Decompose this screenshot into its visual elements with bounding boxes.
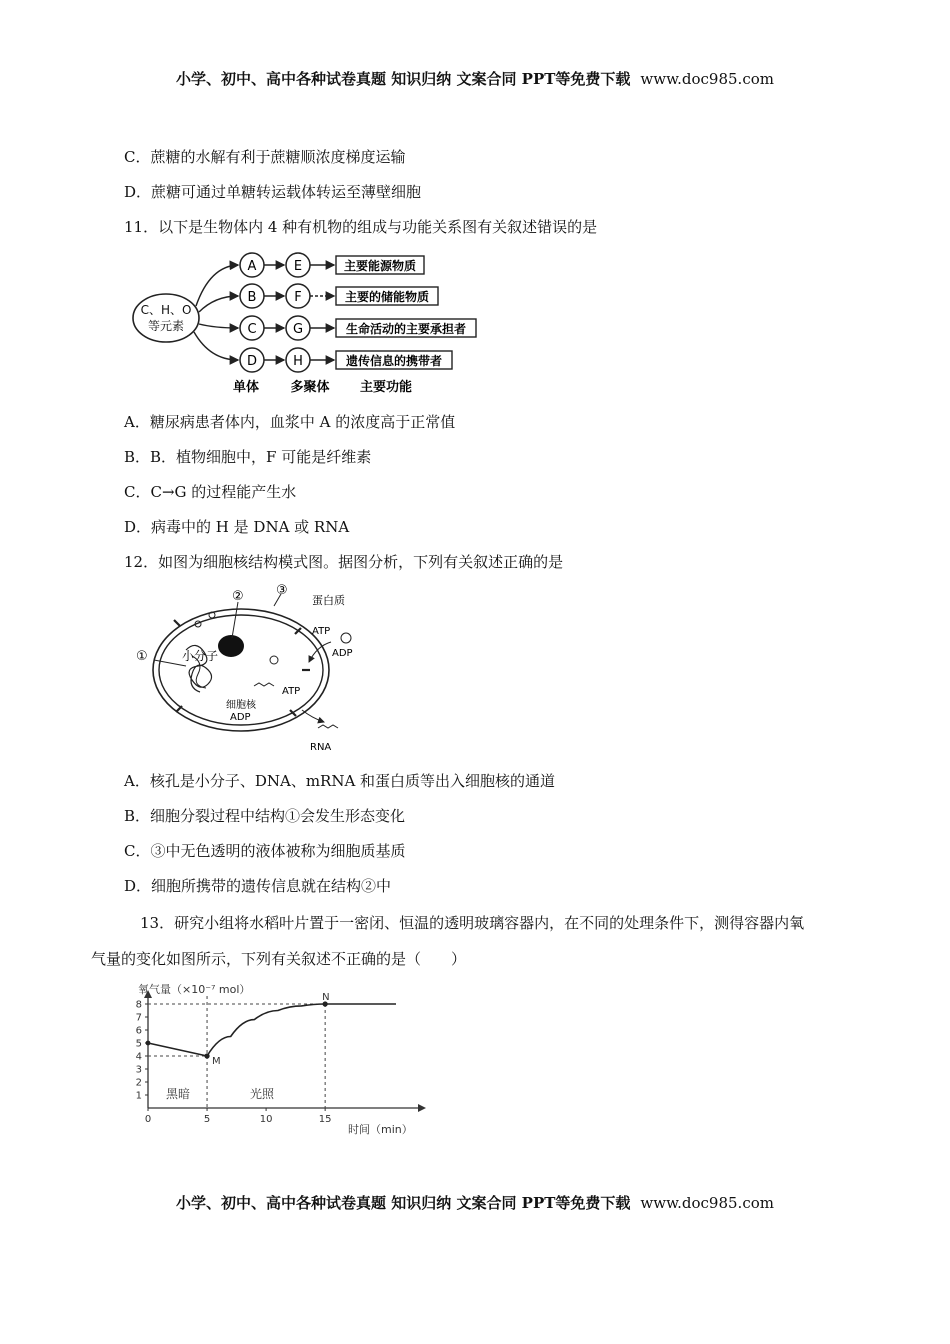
x-axis-label: 时间（min）	[348, 1123, 413, 1136]
protein-label: 蛋白质	[312, 594, 345, 607]
footer-text: 小学、初中、高中各种试卷真题 知识归纳 文案合同 PPT等免费下载	[176, 1194, 631, 1212]
monomer-b: B	[247, 290, 257, 305]
y-tick-label: 1	[135, 1090, 142, 1102]
q13-oxygen-chart	[128, 980, 438, 1140]
q12-option-a: A．核孔是小分子、DNA、mRNA 和蛋白质等出入细胞核的通道	[124, 772, 556, 790]
q12-stem: 12．如图为细胞核结构模式图。据图分析，下列有关叙述正确的是	[124, 553, 564, 571]
region-light: 光照	[250, 1087, 275, 1101]
q11-option-b: B．B．植物细胞中，F 可能是纤维素	[124, 448, 372, 466]
q10-option-c: C．蔗糖的水解有利于蔗糖顺浓度梯度运输	[124, 148, 406, 166]
adp-label-2: ADP	[230, 712, 251, 723]
col-monomer: 单体	[232, 380, 260, 395]
monomer-d: D	[246, 354, 258, 369]
atp-label-2: ATP	[282, 686, 301, 697]
oxygen-curve	[148, 1004, 396, 1056]
header-site: www.doc985.com	[640, 70, 774, 88]
start-point	[146, 1041, 151, 1046]
polymer-h: H	[293, 354, 303, 369]
page-footer	[0, 1192, 950, 1213]
q13-stem-line2: 气量的变化如图所示，下列有关叙述不正确的是（ ）	[91, 950, 467, 968]
label-3: ③	[276, 583, 288, 598]
atp-label-1: ATP	[312, 626, 331, 637]
function-4: 遗传信息的携带者	[345, 354, 443, 368]
header-text: 小学、初中、高中各种试卷真题 知识归纳 文案合同 PPT等免费下载	[176, 70, 631, 88]
y-tick-label: 7	[135, 1012, 142, 1024]
function-3: 生命活动的主要承担者	[345, 322, 467, 336]
col-polymer: 多聚体	[290, 380, 330, 395]
point-n-label: N	[322, 992, 330, 1003]
x-tick-label: 5	[203, 1114, 211, 1125]
y-tick-label: 2	[135, 1077, 142, 1089]
adp-label-1: ADP	[332, 648, 353, 659]
x-tick-label: 10	[259, 1114, 273, 1125]
polymer-f: F	[294, 290, 302, 305]
elements-ellipse	[133, 294, 199, 342]
point-m-label: M	[212, 1056, 221, 1067]
y-axis-label: 氧气量（×10⁻⁷ mol）	[138, 983, 251, 996]
footer-site: www.doc985.com	[640, 1194, 774, 1212]
small-molecule-label: 小分子	[182, 649, 219, 663]
q11-diagram	[130, 248, 490, 400]
x-axis-arrow	[418, 1104, 426, 1112]
q11-stem: 11．以下是生物体内 4 种有机物的组成与功能关系图有关叙述错误的是	[124, 218, 598, 236]
y-tick-label: 3	[135, 1064, 142, 1076]
y-tick-label: 6	[135, 1025, 142, 1037]
point-m	[204, 1053, 209, 1058]
function-1: 主要能源物质	[343, 259, 417, 273]
rna-label: RNA	[310, 742, 332, 753]
polymer-e: E	[293, 259, 303, 274]
y-tick-label: 5	[135, 1038, 142, 1050]
q12-nucleus-diagram	[126, 580, 376, 755]
y-tick-label: 4	[135, 1051, 142, 1063]
page-header	[0, 68, 950, 89]
col-function: 主要功能	[359, 380, 413, 395]
monomer-a: A	[247, 259, 257, 274]
q12-option-d: D．细胞所携带的遗传信息就在结构②中	[124, 877, 392, 895]
polymer-g: G	[292, 322, 304, 337]
q12-option-c: C．③中无色透明的液体被称为细胞质基质	[124, 842, 406, 860]
label-2: ②	[232, 589, 244, 604]
function-2: 主要的储能物质	[344, 290, 430, 304]
x-tick-label: 0	[144, 1114, 152, 1125]
nucleolus	[218, 635, 244, 657]
q12-option-b: B．细胞分裂过程中结构①会发生形态变化	[124, 807, 406, 825]
q10-option-d: D．蔗糖可通过单糖转运载体转运至薄壁细胞	[124, 183, 422, 201]
source-label-2: 等元素	[147, 319, 185, 333]
q11-option-d: D．病毒中的 H 是 DNA 或 RNA	[124, 518, 350, 536]
region-dark: 黑暗	[166, 1087, 191, 1101]
nucleus-label: 细胞核	[226, 700, 256, 711]
y-tick-label: 8	[135, 999, 142, 1011]
monomer-c: C	[247, 322, 257, 337]
q11-option-a: A．糖尿病患者体内，血浆中 A 的浓度高于正常值	[124, 413, 456, 431]
q13-stem-line1: 13．研究小组将水稻叶片置于一密闭、恒温的透明玻璃容器内，在不同的处理条件下，测得容器内氧	[140, 914, 805, 932]
label-1: ①	[136, 649, 148, 664]
x-tick-label: 15	[318, 1114, 332, 1125]
q11-option-c: C．C→G 的过程能产生水	[124, 483, 297, 501]
source-label: C、H、O	[140, 303, 192, 317]
